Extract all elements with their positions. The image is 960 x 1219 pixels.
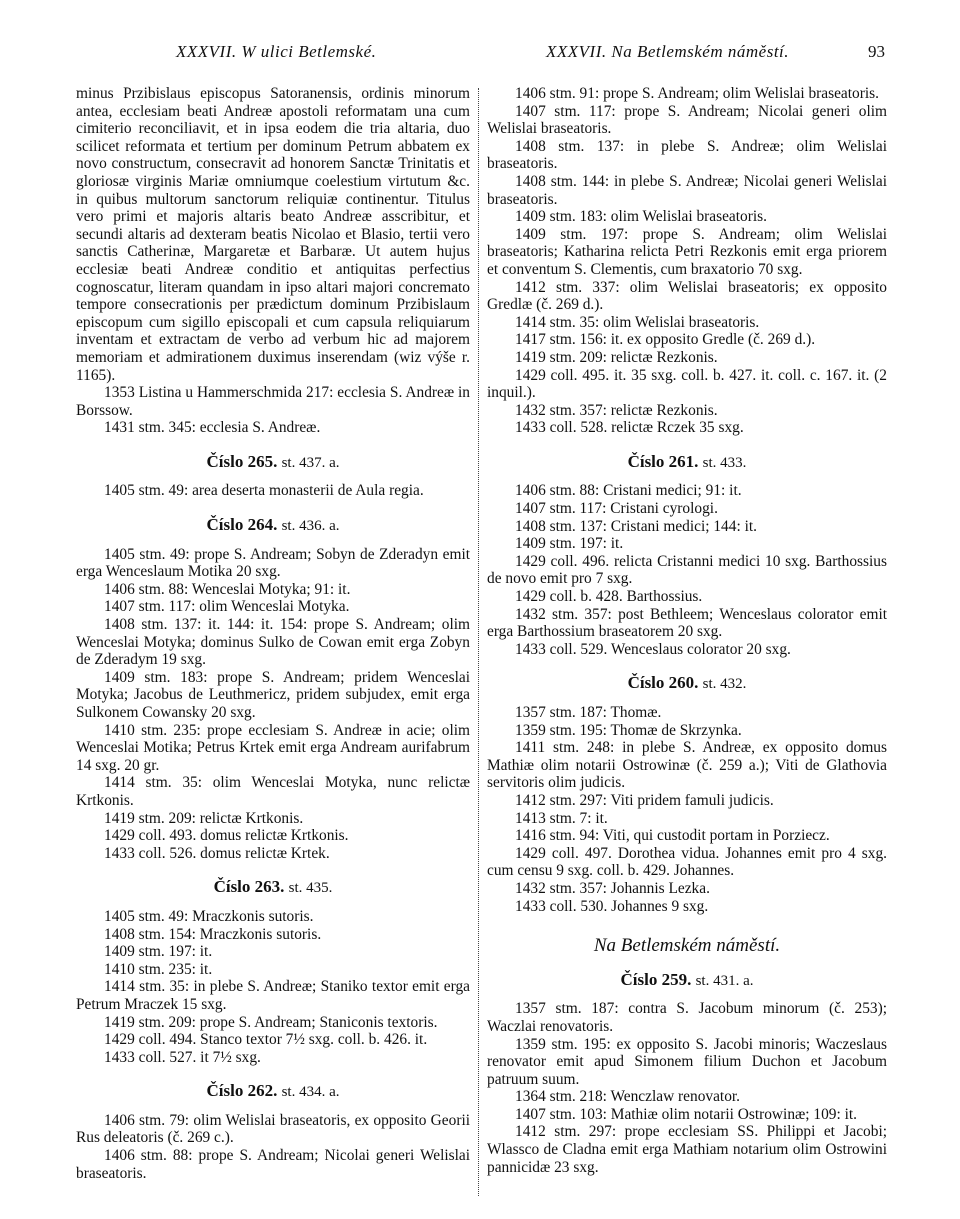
entry-line: 1408 stm. 137: in plebe S. Andreæ; olim Welislai braseatoris.: [487, 137, 887, 173]
entry-line: 1406 stm. 79: olim Welislai braseatoris, ex opposito Georii Rus deleatoris (č. 269 c.).: [76, 1111, 470, 1147]
running-head-left: XXXVII. W ulici Betlemské.: [176, 42, 377, 61]
entry-line: 1407 stm. 117: olim Wenceslai Motyka.: [104, 598, 350, 616]
entry-line: 1410 stm. 235: prope ecclesiam S. Andreæ in acie; olim Wenceslai Motika; Petrus Krtek emit erga Andream aurifabrum 14 sxg. 20 gr.: [76, 721, 470, 774]
entry-line: 1407 stm. 103: Mathiæ olim notarii Ostrowinæ; 109: it.: [515, 1105, 858, 1123]
section-heading-259: [487, 971, 887, 991]
entry-line: 1412 stm. 297: Viti pridem famuli judicis.: [515, 791, 774, 809]
heading-sub: st. 432.: [702, 676, 747, 693]
entry-line: 1408 stm. 137: Cristani medici; 144: it.: [515, 517, 757, 535]
section-heading-260: [487, 674, 887, 694]
running-header: [0, 42, 960, 66]
entry-line: 1419 stm. 209: prope S. Andream; Staniconis textoris.: [104, 1013, 438, 1031]
page-number: 93: [868, 42, 885, 61]
section-heading-265: [76, 453, 470, 473]
entry-line: 1357 stm. 187: Thomæ.: [515, 704, 662, 721]
entry-line: 1419 stm. 209: relictæ Krtkonis.: [104, 809, 304, 827]
entry-line: 1429 coll. 494. Stanco textor 7½ sxg. coll. b. 426. it.: [104, 1031, 428, 1049]
entry-line: 1432 stm. 357: post Bethleem; Wenceslaus colorator emit erga Barthossium braseatorem 20 sxg.: [487, 605, 887, 641]
entry-line: 1413 stm. 7: it.: [515, 809, 608, 827]
entry-line: 1359 stm. 195: Thomæ de Skrzynka.: [515, 721, 742, 739]
entry-line: 1419 stm. 209: relictæ Rezkonis.: [515, 348, 718, 366]
heading-sub: st. 435.: [288, 880, 333, 897]
heading-number: Číslo 262.: [206, 1081, 278, 1101]
entry-line: 1412 stm. 297: prope ecclesiam SS. Philippi et Jacobi; Wlassco de Cladna emit erga Mathiam notarium olim Ostrowini pannicidæ 23 sxg.: [487, 1123, 887, 1176]
entry-line: 1429 coll. 496. relicta Cristanni medici 10 sxg. Barthossius de novo emit pro 7 sxg.: [487, 552, 887, 588]
entry-line: 1433 coll. 526. domus relictæ Krtek.: [104, 844, 330, 862]
entry-line: 1416 stm. 94: Viti, qui custodit portam in Porziecz.: [515, 827, 830, 845]
heading-number: Číslo 263.: [213, 877, 285, 897]
entry-line: 1409 stm. 183: prope S. Andream; pridem Wenceslai Motyka; Jacobus de Leuthmericz, pridem subjudex, emit erga Sulkonem Cowansky 20 sxg.: [76, 668, 470, 721]
entry-line: 1410 stm. 235: it.: [104, 960, 213, 978]
heading-number: Číslo 264.: [206, 515, 278, 535]
column-divider: [478, 88, 479, 1196]
entry-line: 1407 stm. 117: Cristani cyrologi.: [515, 500, 718, 518]
heading-number: Číslo 260.: [627, 673, 699, 693]
heading-sub: st. 433.: [702, 454, 747, 471]
entry-line: 1431 stm. 345: ecclesia S. Andreæ.: [104, 419, 321, 437]
entry-line: 1411 stm. 248: in plebe S. Andreæ, ex opposito domus Mathiæ olim notarii Ostrowinæ (č. 259 a.); Viti de Glathovia servitoris olim judicis.: [487, 739, 887, 792]
left-column: [76, 85, 470, 1182]
heading-number: Číslo 265.: [206, 451, 278, 471]
entry-line: 1405 stm. 49: prope S. Andream; Sobyn de Zderadyn emit erga Wenceslaum Motika 20 sxg.: [76, 545, 470, 581]
section-heading-261: [487, 453, 887, 473]
section-title: Na Betlemském náměstí.: [593, 935, 781, 957]
entry-line: 1406 stm. 91: prope S. Andream; olim Welislai braseatoris.: [515, 85, 879, 102]
section-heading-263: [76, 878, 470, 898]
entry-line: 1429 coll. b. 428. Barthossius.: [515, 588, 703, 606]
entry-line: 1408 stm. 144: in plebe S. Andreæ; Nicolai generi Welislai braseatoris.: [487, 172, 887, 208]
entry-line: 1414 stm. 35: in plebe S. Andreæ; Staniko textor emit erga Petrum Mraczek 15 sxg.: [76, 978, 470, 1013]
entry-line: 1417 stm. 156: it. ex opposito Gredle (č. 269 d.).: [515, 331, 816, 349]
right-column: [487, 85, 887, 1176]
section-heading-262: [76, 1082, 470, 1102]
entry-line: 1405 stm. 49: Mraczkonis sutoris.: [104, 907, 314, 925]
entry-line: 1429 coll. 495. it. 35 sxg. coll. b. 427. it. coll. c. 167. it. (2 inquil.).: [487, 366, 887, 402]
entry-line: 1357 stm. 187: contra S. Jacobum minorum (č. 253); Waczlai renovatoris.: [487, 1000, 887, 1035]
entry-line: 1405 stm. 49: area deserta monasterii de Aula regia.: [104, 482, 424, 500]
entry-line: 1359 stm. 195: ex opposito S. Jacobi minoris; Waczeslaus renovator emit apud Simonem filium Duchon et Jacobum patruum suum.: [487, 1035, 887, 1088]
entry-line: 1364 stm. 218: Wenczlaw renovator.: [515, 1088, 741, 1106]
entry-line: 1432 stm. 357: relictæ Rezkonis.: [515, 401, 718, 419]
entry-line: 1433 coll. 529. Wenceslaus colorator 20 sxg.: [515, 640, 791, 658]
entry-line: 1353 Listina u Hammerschmida 217: ecclesia S. Andreæ in Borssow.: [76, 384, 470, 419]
running-head-right: XXXVII. Na Betlemském náměstí.: [546, 42, 790, 61]
entry-line: 1433 coll. 530. Johannes 9 sxg.: [515, 897, 709, 915]
entry-line: 1429 coll. 497. Dorothea vidua. Johannes emit pro 4 sxg. cum censu 9 sxg. coll. b. 429. Johannes.: [487, 844, 887, 880]
entry-line: 1412 stm. 337: olim Welislai braseatoris; ex opposito Gredlæ (č. 269 d.).: [487, 278, 887, 314]
entry-line: 1409 stm. 197: it.: [515, 535, 624, 553]
entry-line: 1406 stm. 88: prope S. Andream; Nicolai generi Welislai braseatoris.: [76, 1147, 470, 1182]
heading-sub: st. 437. a.: [281, 454, 340, 471]
entry-line: 1407 stm. 117: prope S. Andream; Nicolai generi olim Welislai braseatoris.: [487, 102, 887, 138]
entry-line: 1433 coll. 528. relictæ Rczek 35 sxg.: [515, 419, 744, 437]
entry-line: 1409 stm. 197: prope S. Andream; olim Welislai braseatoris; Katharina relicta Petri Rezkonis emit erga priorem et conventum S. Clementis, cum braxatorio 70 sxg.: [487, 225, 887, 278]
entry-line: 1409 stm. 183: olim Welislai braseatoris.: [515, 208, 767, 226]
heading-sub: st. 434. a.: [281, 1084, 340, 1101]
section-heading-264: [76, 516, 470, 536]
entry-line: 1409 stm. 197: it.: [104, 943, 213, 961]
entry-line: 1429 coll. 493. domus relictæ Krtkonis.: [104, 827, 349, 845]
heading-number: Číslo 261.: [627, 451, 699, 471]
entry-line: 1433 coll. 527. it 7½ sxg.: [104, 1048, 261, 1066]
entry-line: 1432 stm. 357: Johannis Lezka.: [515, 879, 710, 897]
entry-line: 1406 stm. 88: Wenceslai Motyka; 91: it.: [104, 580, 351, 598]
heading-sub: st. 436. a.: [281, 518, 340, 535]
heading-sub: st. 431. a.: [695, 972, 754, 989]
heading-number: Číslo 259.: [620, 969, 692, 989]
entry-line: 1414 stm. 35: olim Wenceslai Motyka, nunc relictæ Krtkonis.: [76, 774, 470, 809]
entry-line: 1414 stm. 35: olim Welislai braseatoris.: [515, 313, 760, 331]
entry-line: 1408 stm. 137: it. 144: it. 154: prope S. Andream; olim Wenceslai Motyka; dominus Sulko de Cowan emit erga Zobyn de Zderadym 19 sxg.: [76, 616, 470, 669]
intro-paragraph: minus Przibislaus episcopus Satoranensis, ordinis minorum antea, ecclesiam beati Andreæ apostoli reformatam una cum cimiterio reconciliavit, et in ipsa eodem die tria altaria, duo scilicet reformata et tertium per dominum Petrum abbatem ex novo constructum, consecravit ad honorem Sanctæ Trinitatis et gloriosæ virginis Mariæ omniumque coelestium virtutum &c. in quibus multorum sanctorum reliquiæ continentur. Titulus vero primi et majoris altaris beato Andreæ asscribitur, et secundi altaris ad dexteram beatis Nicolao et Blasio, tertii vero sanctis Catherinæ, Margaretæ et Barbaræ. Ut autem hujus ecclesiæ beati Andreæ conditio et antiquitas perfectius cognoscatur, literam quandam in ipso altari majori concremato tempore consecrationis per prædictum dominum Przibislaum episcopum cum sigillo episcopali et cum capsula reliquiarum inventam et extractam de verbo ad verbum hic ad majorem memoriam et admirationem duximus inserendam (wiz výše r. 1165).: [76, 85, 470, 384]
entry-line: 1406 stm. 88: Cristani medici; 91: it.: [515, 482, 742, 500]
entry-line: 1408 stm. 154: Mraczkonis sutoris.: [104, 925, 322, 943]
